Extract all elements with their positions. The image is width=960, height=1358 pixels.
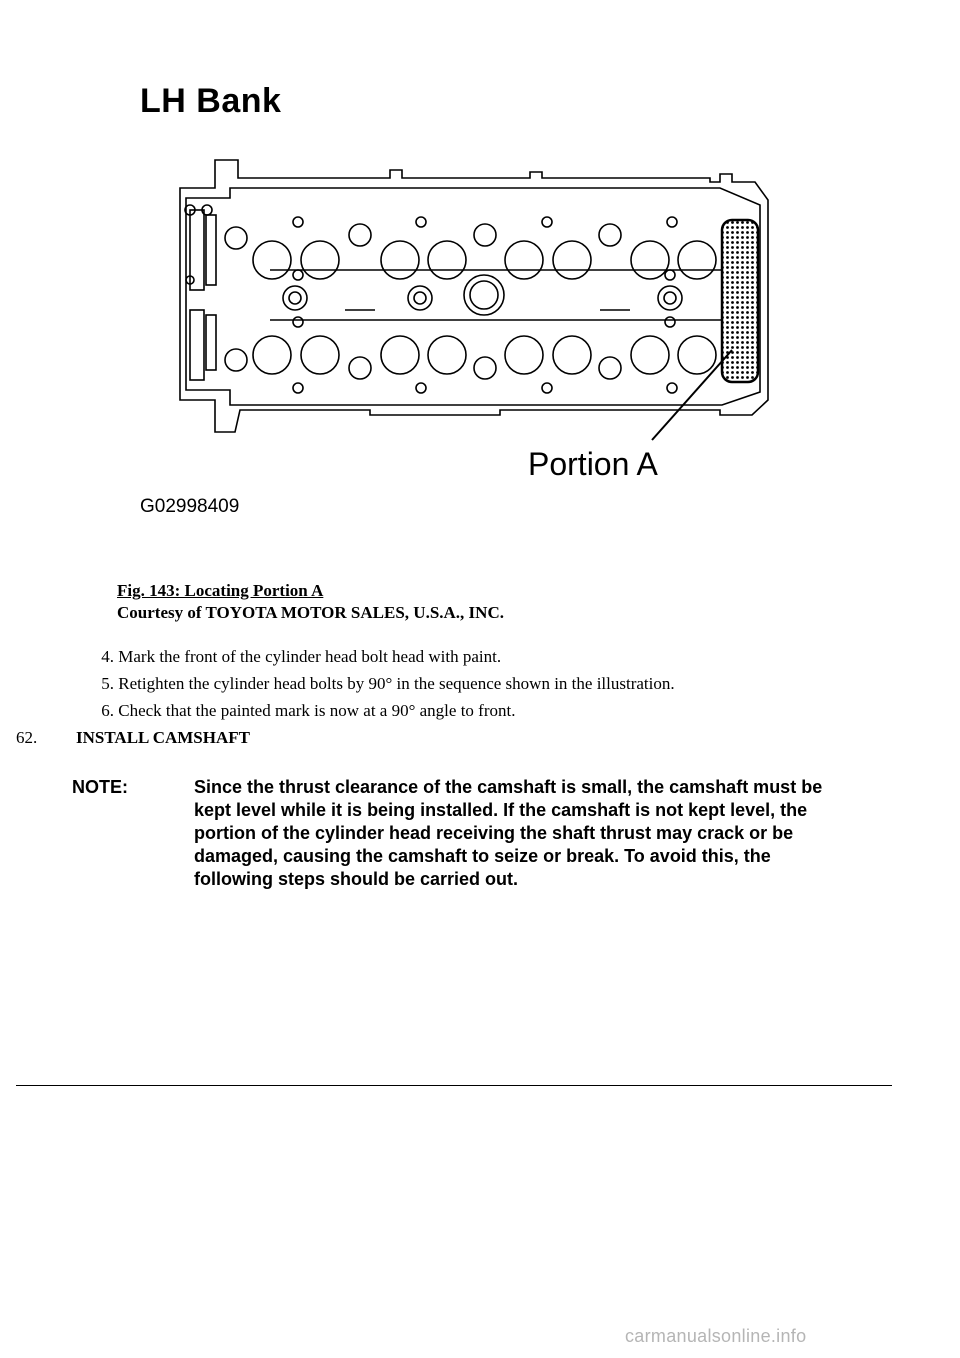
list-item: [80, 646, 675, 673]
portion-a-leader: [652, 350, 732, 440]
figure-caption: [117, 580, 504, 624]
caption-courtesy: Courtesy of TOYOTA MOTOR SALES, U.S.A., INC.: [117, 603, 504, 622]
bank-label: LH Bank: [140, 82, 282, 120]
cylinder-head-drawing: [120, 70, 840, 530]
bolt-holes: [225, 217, 682, 393]
left-bracket-lower: [190, 310, 204, 380]
cylinder-head-illustration: [120, 70, 840, 530]
list-item: [80, 700, 675, 727]
left-bracket-upper: [190, 210, 204, 290]
step-number: 6.: [101, 701, 114, 720]
portion-label: Portion A: [528, 446, 658, 482]
step-list: [80, 646, 675, 727]
section-title: INSTALL CAMSHAFT: [76, 728, 250, 747]
note-line: damaged, causing the camshaft to seize or break. To avoid this, the: [194, 846, 771, 866]
step-text: Check that the painted mark is now at a 90° angle to front.: [118, 701, 516, 720]
inner-outline: [186, 188, 760, 405]
head-outline: [180, 160, 768, 432]
page-divider: [16, 1085, 892, 1086]
note-line: Since the thrust clearance of the camshaft is small, the camshaft must be: [194, 777, 823, 797]
note-line: following steps should be carried out.: [194, 869, 519, 889]
note-text: [194, 776, 894, 891]
image-code: G02998409: [140, 496, 240, 517]
step-number: 5.: [101, 674, 114, 693]
portion-a-region: [722, 220, 758, 382]
section-heading: [16, 727, 250, 749]
section-number: 62.: [16, 728, 38, 747]
note-line: portion of the cylinder head receiving the shaft thrust may crack or be: [194, 823, 794, 843]
step-text: Retighten the cylinder head bolts by 90° in the sequence shown in the illustration.: [118, 674, 675, 693]
step-number: 4.: [101, 647, 114, 666]
valve-row-bottom: [253, 336, 716, 374]
watermark: carmanualsonline.info: [625, 1326, 807, 1346]
list-item: [80, 673, 675, 700]
note-label: NOTE:: [72, 777, 128, 797]
step-text: Mark the front of the cylinder head bolt head with paint.: [118, 647, 502, 666]
caption-title[interactable]: Fig. 143: Locating Portion A: [117, 581, 324, 600]
note-line: kept level while it is being installed. If the camshaft is not kept level, the: [194, 800, 808, 820]
